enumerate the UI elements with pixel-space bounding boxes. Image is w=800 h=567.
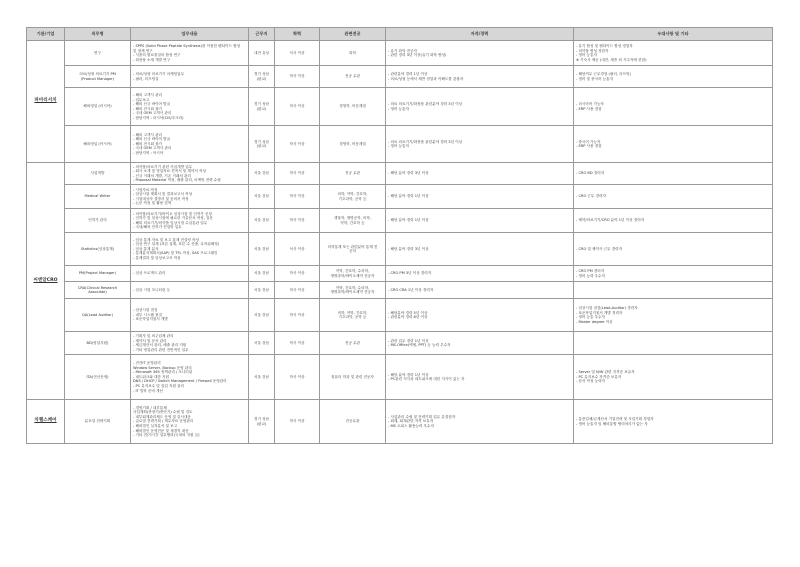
cell-line: - 표준작업지침서 개발 경력자 — [576, 310, 623, 315]
cell-line: Medical Writer — [84, 194, 111, 199]
cell-line: 서울 강남 — [253, 374, 270, 379]
cell-line: - 유기 화학 전공자 — [388, 48, 418, 53]
table-row — [27, 126, 773, 163]
cell-line: - 국내 OEM 고객사 관리 — [133, 111, 172, 116]
education-cell: 학사 이상 — [275, 299, 320, 332]
cell-line: - 해외 전시회 참가 — [133, 106, 163, 111]
cell-line: 연구 — [94, 50, 101, 55]
cell-line: 기초과학, 공학 등 — [338, 196, 367, 201]
cell-line: - 관련 업무 경력 1년 이상 — [388, 338, 429, 343]
company-name-cell: 파마리서치 — [27, 41, 65, 163]
cell-line: - 화장품 소재 개발 연구 — [133, 57, 171, 62]
cell-line: - 의약품/의료기기/바이오 임상시험 및 인허가 신청 — [133, 211, 212, 216]
preference-cell — [574, 282, 773, 299]
preference-cell — [574, 209, 773, 233]
job-title-cell — [65, 209, 131, 233]
cell-line: 생물학, 생명공학, 의학, — [334, 216, 371, 221]
cell-line: - 임상 통계 자료 및 보고 통계 컨설팅 작성 — [133, 237, 199, 242]
duties-cell — [131, 66, 249, 88]
location-cell — [249, 209, 275, 233]
cell-line: - 영어 및 중국어 능통자 — [576, 76, 614, 81]
cell-line: - 해당 분야 경력 1년 이상 — [388, 218, 429, 223]
preference-cell — [574, 233, 773, 266]
duties-cell — [131, 355, 249, 400]
cell-line: - 담당지역 : 러시아(CIS/우크라) — [133, 115, 184, 120]
cell-line: - 전산IT 운영관리 — [133, 361, 161, 366]
career-cell — [386, 126, 574, 163]
cell-line: - 러시아어 가능자 — [576, 102, 604, 107]
cell-line: ITA(전산운영) — [86, 374, 109, 379]
cell-line: 공자 — [349, 249, 356, 254]
career-cell — [386, 66, 574, 88]
table-row — [27, 332, 773, 355]
duties-cell — [131, 185, 249, 209]
education-cell: 석사 이상 — [275, 41, 320, 66]
cell-line: 해외영업 (아시아) — [83, 141, 112, 146]
cell-line: 인허가 관리 — [88, 218, 107, 223]
location-cell — [249, 332, 275, 355]
job-title-cell — [65, 332, 131, 355]
cell-line: - 의약품/의료기기 관련 사업개발 업무 — [133, 164, 193, 169]
header-career: 자격/경력 — [386, 28, 574, 41]
cell-line: 서울 강남 — [253, 171, 270, 176]
cell-line: - 국내 OEM 고객사 관리 — [133, 146, 172, 151]
location-cell — [249, 185, 275, 209]
duties-cell — [131, 282, 249, 299]
table-row — [27, 41, 773, 66]
cell-line: - 의약품 합성 경험자 — [576, 48, 609, 53]
major-cell — [320, 185, 386, 209]
career-cell — [386, 185, 574, 209]
cell-line: - 해당 분야 경력 1년 이상 — [388, 372, 429, 377]
job-title-cell — [65, 299, 131, 332]
table-row — [27, 355, 773, 400]
cell-line: 서울 강남 — [253, 287, 270, 292]
cell-line: - 해외 전시회 참가 — [133, 141, 163, 146]
cell-line: - 임상시험 점검 — [133, 308, 158, 313]
major-cell — [320, 66, 386, 88]
duties-cell — [131, 126, 249, 163]
career-cell — [386, 400, 574, 444]
cell-line: 대전 유성 — [253, 50, 270, 55]
cell-line: - IT 법학 준비 개선 — [133, 388, 163, 393]
duties-cell — [131, 332, 249, 355]
cell-line: 의료/성형 의료기기 PM — [79, 72, 116, 77]
cell-line: Window Server, Backup 운영 관리 — [133, 365, 192, 370]
education-cell: 학사 이상 — [275, 126, 320, 163]
education-cell: 석사 이상 — [275, 233, 320, 266]
cell-line: 서울 강남 — [253, 194, 270, 199]
cell-line: - 국내/해외 인허가 컨설팅 업무 — [133, 225, 182, 230]
cell-line: - 네트워크와 대한 지원 — [133, 374, 169, 379]
career-cell — [386, 282, 574, 299]
table-row — [27, 266, 773, 282]
job-title-cell — [65, 233, 131, 266]
cell-line: 해외영업 (러시아) — [83, 104, 112, 109]
preference-cell — [574, 41, 773, 66]
cell-line: 약학, 간호학, 수의학, — [335, 269, 370, 274]
cell-line: - 임상 프로젝트 관리 — [133, 271, 166, 276]
cell-line: 경기 성남 — [253, 102, 270, 107]
major-cell — [320, 282, 386, 299]
preference-cell — [574, 299, 773, 332]
table-row — [27, 282, 773, 299]
cell-line: - 관련분야 경력 1년 이상 — [388, 72, 428, 77]
cell-line: - PC관련 지식과 네트워크에 대한 지식이 있는 자 — [388, 377, 465, 382]
cell-line: - 해외법인 실적분석 및 보고 — [133, 423, 178, 428]
cell-line: - 영어 능통자 — [388, 106, 409, 111]
duties-cell — [131, 299, 249, 332]
header-job: 직무명 — [65, 28, 131, 41]
company-name-cell: 씨엔알CRO — [27, 163, 65, 400]
education-cell: 학사 이상 — [275, 185, 320, 209]
header-major: 관련전공 — [320, 28, 386, 41]
preference-cell — [574, 400, 773, 444]
cell-line: - 임상 통계 분석 — [133, 246, 159, 251]
cell-line: - ERP 사용 경험 — [576, 144, 602, 149]
education-cell: 학사 이상 — [275, 355, 320, 400]
major-cell — [320, 163, 386, 185]
location-cell — [249, 88, 275, 126]
header-duties: 업무내용 — [131, 28, 249, 41]
header-location: 근무지 — [249, 28, 275, 41]
cell-line: 생명과학/바이오제약 전공자 — [330, 273, 375, 278]
table-row — [27, 66, 773, 88]
cell-line: - 해외 신규 바이어 발굴 — [133, 102, 171, 107]
cell-line: 서울 강남 — [253, 246, 270, 251]
job-title-cell — [65, 41, 131, 66]
cell-line: - 해외 고객사 관리 — [133, 92, 163, 97]
education-cell: 학사 이상 — [275, 66, 320, 88]
cell-line: 기초과학, 공학 등 — [338, 315, 367, 320]
cell-line: - 계약서 및 문서 관리 — [133, 338, 167, 343]
duties-cell — [131, 209, 249, 233]
cell-line: - 의료 의료기기/화장품 관련분야 경력 3년 이상 — [388, 102, 463, 107]
major-cell — [320, 209, 386, 233]
cell-line: PM(Project Manager) — [78, 271, 117, 276]
cell-line: - 사업관리 수립 및 전략기획 업무 유경험자 — [388, 414, 456, 419]
cell-line: 약학, 간호학, 수의학, — [335, 285, 370, 290]
cell-line: - PC 유지보수 및 업업 지원 관리 — [133, 384, 185, 389]
cell-line: - 인허가 및 임상시험에 필요한 기술문서 작성, 질문 — [133, 216, 213, 221]
major-cell — [320, 126, 386, 163]
cell-line: CRA(Clinical Research — [77, 285, 118, 290]
cell-line: - 통계분석계획서(SAP) 및 TFL 작성, SAS 프로그래밍 — [133, 251, 218, 256]
preference-cell — [574, 163, 773, 185]
preference-cell — [574, 332, 773, 355]
job-title-cell — [65, 66, 131, 88]
job-title-cell — [65, 163, 131, 185]
cell-line: - 표준작업지침서 개발 — [133, 317, 168, 322]
table-header-row — [27, 28, 773, 41]
education-cell: 학사 이상 — [275, 209, 320, 233]
cell-line: - 내부 시스템 품질 — [133, 312, 163, 317]
major-cell — [320, 266, 386, 282]
cell-line: Statistics(임상통계) — [80, 246, 115, 251]
duties-cell — [131, 163, 249, 185]
major-cell — [320, 41, 386, 66]
cell-line: - 해외 의료기기/의약품 임상시험 수입통관 업무 — [133, 220, 208, 225]
cell-line: - 영어 능통자 및 해외통합 협력처리가 없는 자 — [576, 421, 648, 426]
cell-line: 전공 무관 — [344, 340, 361, 345]
cell-line: 서울 강남 — [253, 312, 270, 317]
cell-line: QA(Lead Auditor) — [82, 312, 113, 317]
company-name-cell: 차헬스케어 — [27, 400, 65, 444]
cell-line: - 임상시험 계획서 및 결과보고서 작성 — [133, 192, 193, 197]
preference-cell — [574, 126, 773, 163]
table-row — [27, 163, 773, 185]
cell-line: - Proposal Material 작성, 매출 관리, 마케팅 전략 수립 — [133, 178, 221, 183]
location-cell — [249, 355, 275, 400]
cell-line: 생명과학/바이오제약 전공자 — [330, 290, 375, 295]
preference-cell — [574, 88, 773, 126]
cell-line: - 신규 거래처 개발, 기존 거래처 관리 — [133, 173, 191, 178]
cell-line: - 해당 분야 경력 1년 이상 — [388, 194, 429, 199]
duties-cell — [131, 41, 249, 66]
cell-line: - 문서 작성 능력자 — [576, 379, 606, 384]
cell-line: 컴퓨터 학과 및 관련 전공자 — [331, 374, 374, 379]
cell-line: 서울 강남 — [253, 340, 270, 345]
cell-line: 전공무관 — [345, 419, 360, 424]
career-cell — [386, 332, 574, 355]
cell-line: - 의료/성형 등에서 제반 경험과 이해도를 갖춘자 — [388, 76, 464, 81]
cell-line: - 영어 능통자 — [576, 53, 597, 58]
duties-cell — [131, 88, 249, 126]
cell-line: - 중국어 가능자 — [576, 139, 601, 144]
location-cell — [249, 41, 275, 66]
cell-line: - 시험대상자 설명서 및 동의서 작성 — [133, 196, 189, 201]
cell-line: - 의료/성형 의료기기 마케팅업무 — [133, 72, 185, 77]
job-title-cell — [65, 400, 131, 444]
recruitment-table-page — [26, 27, 772, 444]
cell-line: - 임상 시험 모니터링 등 — [133, 287, 171, 292]
cell-line: DNS / DHCP / Switch Management / Firewall 운영관리 — [133, 379, 227, 384]
cell-line: - 업무보고 — [133, 97, 150, 102]
duties-cell — [131, 266, 249, 282]
career-cell — [386, 209, 574, 233]
cell-line: - 해당분야 경력 5년 이상 — [388, 310, 428, 315]
cell-line: (Product Manager) — [80, 76, 115, 81]
education-cell: 학사 이상 — [275, 163, 320, 185]
education-cell: 학사 이상 — [275, 332, 320, 355]
career-cell — [386, 355, 574, 400]
header-education: 학력 — [275, 28, 320, 41]
cell-line: 화학 — [349, 50, 356, 55]
cell-line: - 논문 작성 및 활용 검색 — [133, 201, 172, 206]
duties-cell — [131, 233, 249, 266]
cell-line: - 해외 신규 바이어 발굴 — [133, 137, 171, 142]
cell-line: - 영어 능력 우수자 — [576, 273, 606, 278]
location-cell — [249, 400, 275, 444]
preference-cell — [574, 185, 773, 209]
cell-line: - 관련 경력 3년 이상(유기 화학 합성) — [388, 53, 447, 58]
cell-line: 사업개발 — [90, 171, 105, 176]
location-cell — [249, 66, 275, 88]
cell-line: - 통계결과 및 임상보고서 작성 — [133, 256, 181, 261]
cell-line: ※ 기숙사 제공 (대전, 세종 외 거주자에 한함) — [576, 57, 647, 62]
cell-line: - SPPS (Solid Phase Peptide Synthesis)를 이용한 펩타이드 합성 — [133, 44, 241, 48]
preference-cell — [574, 355, 773, 400]
location-cell — [249, 126, 275, 163]
cell-line: BD(영업지원) — [86, 340, 109, 345]
table-row — [27, 233, 773, 266]
table-body — [27, 41, 773, 444]
location-cell — [249, 163, 275, 185]
cell-line: - 해외법인 운영전문 및 재경적 대응 — [133, 428, 189, 433]
cell-line: - 통풍업체/금계산서 기업전략 및 사업기획 경험자 — [576, 417, 654, 422]
cell-line: - CRO PM 경력자 — [576, 269, 605, 274]
cell-line: - Server 및 N/W 관련 지격증 보유자 — [576, 370, 635, 375]
cell-line: 분포업 전략기획 — [84, 419, 111, 424]
cell-line: - 경영기획 / 내부통제 — [133, 405, 167, 410]
major-cell — [320, 355, 386, 400]
location-cell — [249, 299, 275, 332]
major-cell — [320, 233, 386, 266]
cell-line: - 임상시험 점검(Lead-Auditor) 경력자 — [576, 306, 638, 310]
cell-line: - 회계, 회계관련 자격 보유자 — [388, 419, 434, 424]
education-cell: 학사 이상 — [275, 400, 320, 444]
table-row — [27, 185, 773, 209]
cell-line: (판교) — [256, 144, 267, 149]
cell-line: - PC 유지보수 자격증 보유자 — [576, 374, 622, 379]
cell-line: 의학통계 또는 관련분야 통계 전 — [327, 244, 378, 249]
cell-line: - ERP 사용 경험 — [576, 106, 602, 111]
major-cell — [320, 88, 386, 126]
education-cell: 학사 이상 — [275, 88, 320, 126]
cell-line: - 식품의 원료물질의 합성 연구 — [133, 53, 181, 58]
cell-line: 경영학, 어문계열 — [339, 141, 366, 146]
location-cell — [249, 282, 275, 299]
table-row — [27, 88, 773, 126]
cell-line: - 해외 고객사 관리 — [133, 132, 163, 137]
cell-line: 전공 무관 — [344, 74, 361, 79]
cell-line: - 필러, 리프팅실 — [133, 76, 159, 81]
cell-line: - Master degree 이상 — [576, 319, 613, 324]
education-cell: 학사 이상 — [275, 266, 320, 282]
preference-cell — [574, 266, 773, 282]
cell-line: - 관련분야 경력 8년 이상 — [388, 315, 428, 320]
cell-line: 전공 무관 — [344, 171, 361, 176]
cell-line: - CRO 및 제약사 근무 경력자 — [576, 246, 623, 251]
major-cell — [320, 299, 386, 332]
cell-line: - 의료 의료기기/화장품 관련분야 경력 3년 이상 — [388, 139, 463, 144]
career-cell — [386, 88, 574, 126]
job-title-cell — [65, 355, 131, 400]
cell-line: - 내부회계관리제도 운영 및 감사대응 — [133, 414, 191, 419]
cell-line: - 유기 합성 및 펩타이드 합성 경험자 — [576, 44, 633, 48]
career-cell — [386, 41, 574, 66]
major-cell — [320, 332, 386, 355]
recruitment-table — [26, 27, 773, 444]
job-title-cell — [65, 126, 131, 163]
career-cell — [386, 233, 574, 266]
job-title-cell — [65, 266, 131, 282]
cell-line: 의학, 약학, 간호학, — [337, 192, 368, 197]
cell-line: - 글로벌 전략기획 / 재무자료 운영관리 — [133, 419, 194, 424]
career-cell — [386, 163, 574, 185]
cell-line: (판교) — [256, 106, 267, 111]
table-row — [27, 400, 773, 444]
location-cell — [249, 233, 275, 266]
career-cell — [386, 266, 574, 282]
cell-line: - CRO 근무 경력자 — [576, 194, 606, 199]
major-cell — [320, 400, 386, 444]
cell-line: - 제약/의료기기/CRO 분야 1년 이상 경력자 — [576, 218, 645, 223]
cell-line: Associate) — [88, 290, 107, 295]
table-row — [27, 209, 773, 233]
career-cell — [386, 299, 574, 332]
cell-line: - MS-Office(엑셀, PPT) 등 능력 우수자 — [388, 343, 451, 348]
cell-line: - 세금계산서 관리, 매출 관리 지원 — [133, 343, 187, 348]
cell-line: - CRO BD 경력자 — [576, 171, 605, 176]
cell-line: - 회사 소개 및 영업자료 견적서 및 계약서 작성 — [133, 169, 206, 174]
cell-line: - CRO PM 3년 이상 경력자 — [388, 271, 432, 276]
cell-line: 서울 강남 — [253, 218, 270, 223]
job-title-cell — [65, 282, 131, 299]
cell-line: - 기타 영업관리 관련 전반적인 업무 — [133, 347, 189, 352]
cell-line: (판교) — [256, 76, 267, 81]
header-company: 기관/기업 — [27, 28, 65, 41]
cell-line: - 기타 전/지시간 업무협력(국내외 지원 등) — [133, 433, 200, 438]
location-cell — [249, 266, 275, 282]
cell-line: - CRO CRA 1년 이상 경력자 — [388, 287, 434, 292]
cell-line: - 시험자료 작성 — [133, 187, 158, 192]
cell-line: 서울 강남 — [253, 271, 270, 276]
header-preference: 우대사항 및 기타 — [574, 28, 773, 41]
cell-line: - 기획자 및 외주업체 관리 — [133, 334, 174, 338]
cell-line: - 영어 능통자 — [388, 144, 409, 149]
table-row — [27, 299, 773, 332]
cell-line: - MS 오피스 활용능력 우수자 — [388, 423, 434, 428]
cell-line: - 해당 분야 경력 3년 이상 — [388, 171, 429, 176]
preference-cell — [574, 66, 773, 88]
cell-line: - 해당직무 근무경험 (필러, 리프팅) — [576, 72, 631, 77]
education-cell: 학사 이상 — [275, 282, 320, 299]
cell-line: 경기 성남 — [253, 72, 270, 77]
cell-line: - 해당 분야 경력 3년 이상 — [388, 246, 429, 251]
cell-line: - 영어 능통 우수자 — [576, 315, 606, 320]
duties-cell — [131, 400, 249, 444]
cell-line: - 임상 연구 설계 (표본 설계, 표본 수 산출, 무작위배정) — [133, 242, 220, 247]
cell-line: 사업계획(중장기/중단기) 수립 및 검토 — [133, 410, 193, 415]
cell-line: 의학, 약학, 간호학, — [337, 310, 368, 315]
cell-line: - 담당지역 : 아시아 — [133, 151, 164, 156]
cell-line: 및 정제 연구 — [133, 48, 153, 53]
cell-line: (판교) — [256, 421, 267, 426]
cell-line: 경영학, 어문계열 — [339, 104, 366, 109]
cell-line: 경기 성남 — [253, 417, 270, 422]
cell-line: - Microsoft 365 정책관리 / 모니터링 — [133, 370, 193, 375]
cell-line: 경기 성남 — [253, 139, 270, 144]
job-title-cell — [65, 185, 131, 209]
cell-line: 약학, 간호학 등 — [340, 220, 365, 225]
job-title-cell — [65, 88, 131, 126]
